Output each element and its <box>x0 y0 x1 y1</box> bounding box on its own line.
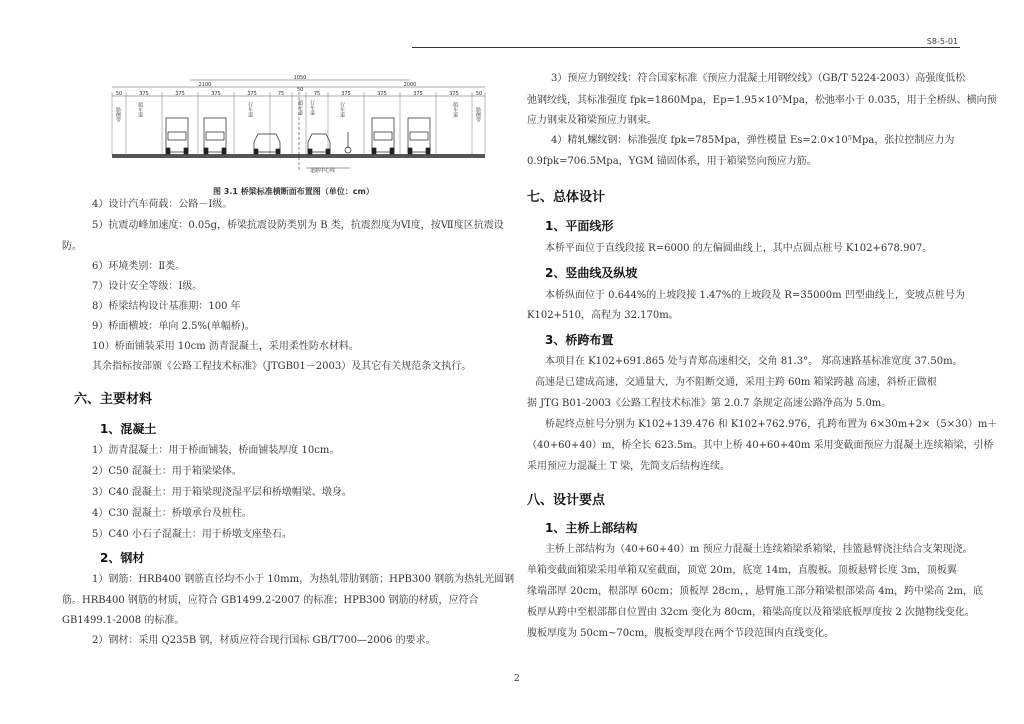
lane-label-drive-left: 行车道 <box>247 102 253 117</box>
span-layout-text: 据 JTG B01-2003《公路工程技术标准》第 2.0.7 条规定高速公路净高为 5.0m。 <box>527 398 892 409</box>
truck-icon <box>408 118 430 154</box>
lane-label-overtake-left: 超车道 <box>137 102 143 117</box>
concrete-item: 3）C40 混凝土：用于箱梁现浇湿平层和桥墩帽梁、墩身。 <box>92 487 352 498</box>
page-number: 2 <box>514 674 520 684</box>
car-icon <box>254 134 280 154</box>
dimension-label: 50 <box>115 91 123 97</box>
rebar-item: 4）精轧螺纹钢：标准强度 fpk=785Mpa，弹性模量 Es=2.0×10⁵Mpa，张拉控制应力为 <box>551 135 955 146</box>
plane-alignment-text: 本桥平面位于直线段接 R=6000 的左偏圆曲线上，其中点圆点桩号 K102+678.907。 <box>545 243 933 254</box>
half-width-left-label: 2100 <box>198 82 212 88</box>
design-item-load: 4）设计汽车荷载：公路－Ⅰ级。 <box>92 199 233 210</box>
truck-icon <box>204 118 226 154</box>
dimension-label: 375 <box>413 91 423 97</box>
superstructure-text: 板厚从跨中至根部都自位置由 32cm 变化为 80cm，箱梁高度以及箱梁底板厚度按 2 次抛物线变化。 <box>527 607 975 618</box>
steel-item: GB1499.1-2008 的标准。 <box>62 615 185 626</box>
truck-icon <box>166 118 188 154</box>
strand-item: 3）预应力钢绞线：符合国家标准《预应力混凝土用钢绞线》（GB/T 5224-2003）高强度低松 <box>551 73 966 84</box>
design-item-seismic: 5）抗震动峰加速度：0.05g，桥梁抗震设防类别为 B 类，抗震烈度为Ⅵ度，按Ⅶ度区抗震设 <box>92 220 504 231</box>
motorcycle-icon <box>345 132 351 153</box>
document-number: S8-5-01 <box>926 37 958 46</box>
span-layout-text: 高速是已建成高速，交通量大，为不阻断交通，采用主跨 60m 箱梁跨越 高速，斜桥正做根 <box>535 377 937 388</box>
dimension-label: 75 <box>277 91 285 97</box>
dimension-label: 375 <box>341 91 351 97</box>
lane-label-roadside-left: 路侧带 <box>115 107 121 122</box>
design-item-period: 8）桥梁结构设计基准期：100 年 <box>92 301 241 312</box>
superstructure-text: 缘端部厚 20cm，根部厚 60cm；顶板厚 28cm，，悬臂施工部分箱梁根部梁高 4m，跨中梁高 2m，底 <box>527 586 984 597</box>
figure-caption: 图 3.1 桥梁标准横断面布置图（单位：cm） <box>213 187 374 196</box>
car-label-overtake: 超车道 <box>297 100 303 115</box>
vertical-curve-text: K102+510，高程为 32.170m。 <box>527 310 679 321</box>
section-7-title: 七、总体设计 <box>527 190 606 205</box>
design-item-seismic-cont: 防。 <box>62 241 82 252</box>
lane-label-drive-right: 行车道 <box>339 102 345 117</box>
design-item-pavement: 10）桥面铺装采用 10cm 沥青混凝土，采用柔性防水材料。 <box>92 341 359 352</box>
steel-title: 2、钢材 <box>100 551 145 565</box>
steel-item: 2）钢材：采用 Q235B 钢，材质应符合现行国标 GB/T700—2006 的要求。 <box>92 635 436 646</box>
concrete-title: 1、混凝土 <box>100 422 157 436</box>
strand-item: 应力钢束及箱梁预应力钢束。 <box>527 115 657 126</box>
centerline-label: 道路中心线 <box>310 168 336 174</box>
steel-item: 筋。HRB400 钢筋的材质，应符合 GB1499.2-2007 的标准；HPB300 钢筋的材质，应符合 <box>62 595 479 606</box>
car-label-drive: 行车道 <box>309 100 315 115</box>
half-width-right-label: 2000 <box>403 82 417 88</box>
dimension-label: 50 <box>475 91 483 97</box>
strand-item: 弛钢绞线，其标准强度 fpk=1860Mpa，Ep=1.95×10⁵Mpa，松弛率小于 0.035，用于全桥纵、横向预 <box>527 95 997 106</box>
dimension-label: 375 <box>175 91 185 97</box>
rebar-item: 0.9fpk=706.5Mpa，YGM 锚固体系，用于箱梁竖向预应力筋。 <box>527 156 817 167</box>
dimension-label: 375 <box>247 91 257 97</box>
dimension-label: 375 <box>139 91 149 97</box>
lane-label-overtake-right: 超车道 <box>452 102 458 117</box>
plane-alignment-title: 1、平面线形 <box>545 219 614 233</box>
design-item-environment: 6）环境类别：Ⅱ类。 <box>92 261 186 272</box>
vertical-curve-text: 本桥纵面位于 0.644%的上坡段接 1.47%的上坡段及 R=35000m 凹型曲线上，变坡点桩号为 <box>545 290 965 301</box>
span-layout-text: 桥起终点桩号分别为 K102+139.476 和 K102+762.976，孔跨布置为 6×30m+2×（5×30）m＋ <box>545 419 998 430</box>
truck-icon <box>372 118 394 154</box>
concrete-item: 5）C40 小石子混凝土：用于桥墩支座垫石。 <box>92 529 292 540</box>
section-6-title: 六、主要材料 <box>74 392 153 407</box>
dimension-label: 375 <box>211 91 221 97</box>
superstructure-text: 腹板厚度为 50cm~70cm，腹板变厚段在两个节段范围内直线变化。 <box>527 628 835 639</box>
dimension-label: 375 <box>449 91 459 97</box>
span-layout-title: 3、桥跨布置 <box>545 333 614 347</box>
concrete-item: 4）C30 混凝土：桥墩承台及桩柱。 <box>92 508 252 519</box>
deck-slab <box>112 154 485 158</box>
header-rule <box>412 47 960 48</box>
concrete-item: 1）沥青混凝土：用于桥面铺装，桥面铺装厚度 10cm。 <box>92 445 340 456</box>
dimension-label: 75 <box>313 91 321 97</box>
bridge-cross-section-figure <box>110 72 490 184</box>
span-layout-text: （40+60+40）m，桥全长 623.5m。其中上桥 40+60+40m 采用变截面预应力混凝土连续箱梁，引桥 <box>527 440 994 451</box>
car-icon <box>308 134 330 154</box>
steel-item: 1）钢筋：HRB400 钢筋直径均不小于 10mm，为热轧带肋钢筋；HPB300 钢筋为热轧光圆钢 <box>92 574 515 585</box>
dimension-label: 375 <box>377 91 387 97</box>
span-layout-text: 采用预应力混凝土 T 梁，先简支后结构连续。 <box>527 461 731 472</box>
vertical-curve-title: 2、竖曲线及纵坡 <box>545 266 638 280</box>
design-item-safety: 7）设计安全等级：Ⅰ级。 <box>92 281 203 292</box>
median-width-label: 50 <box>296 87 304 93</box>
concrete-item: 2）C50 混凝土：用于箱梁梁体。 <box>92 466 242 477</box>
superstructure-text: 主桥上部结构为（40+60+40）m 预应力混凝土连续箱梁系箱梁，挂篮悬臂浇注结合支架现浇。 <box>545 544 973 555</box>
superstructure-text: 单箱变截面箱梁采用单箱双室截面，顶宽 20m，底宽 14m，直腹板。顶板悬臂长度 3m，顶板翼 <box>527 565 957 576</box>
main-superstructure-title: 1、主桥上部结构 <box>545 521 638 535</box>
design-item-standards: 其余指标按部颁《公路工程技术标准》（JTGB01－2003）及其它有关规范条文执行。 <box>92 361 472 372</box>
span-layout-text: 本项目在 K102+691.865 处与青郑高速相交，交角 81.3°。 郑高速路基标准宽度 37.50m。 <box>545 356 963 367</box>
lane-label-roadside-right: 路侧带 <box>475 107 481 122</box>
total-width-label: 1050 <box>293 75 307 81</box>
section-8-title: 八、设计要点 <box>527 493 606 508</box>
design-item-slope: 9）桥面横坡：单向 2.5%(单幅桥)。 <box>92 321 255 332</box>
